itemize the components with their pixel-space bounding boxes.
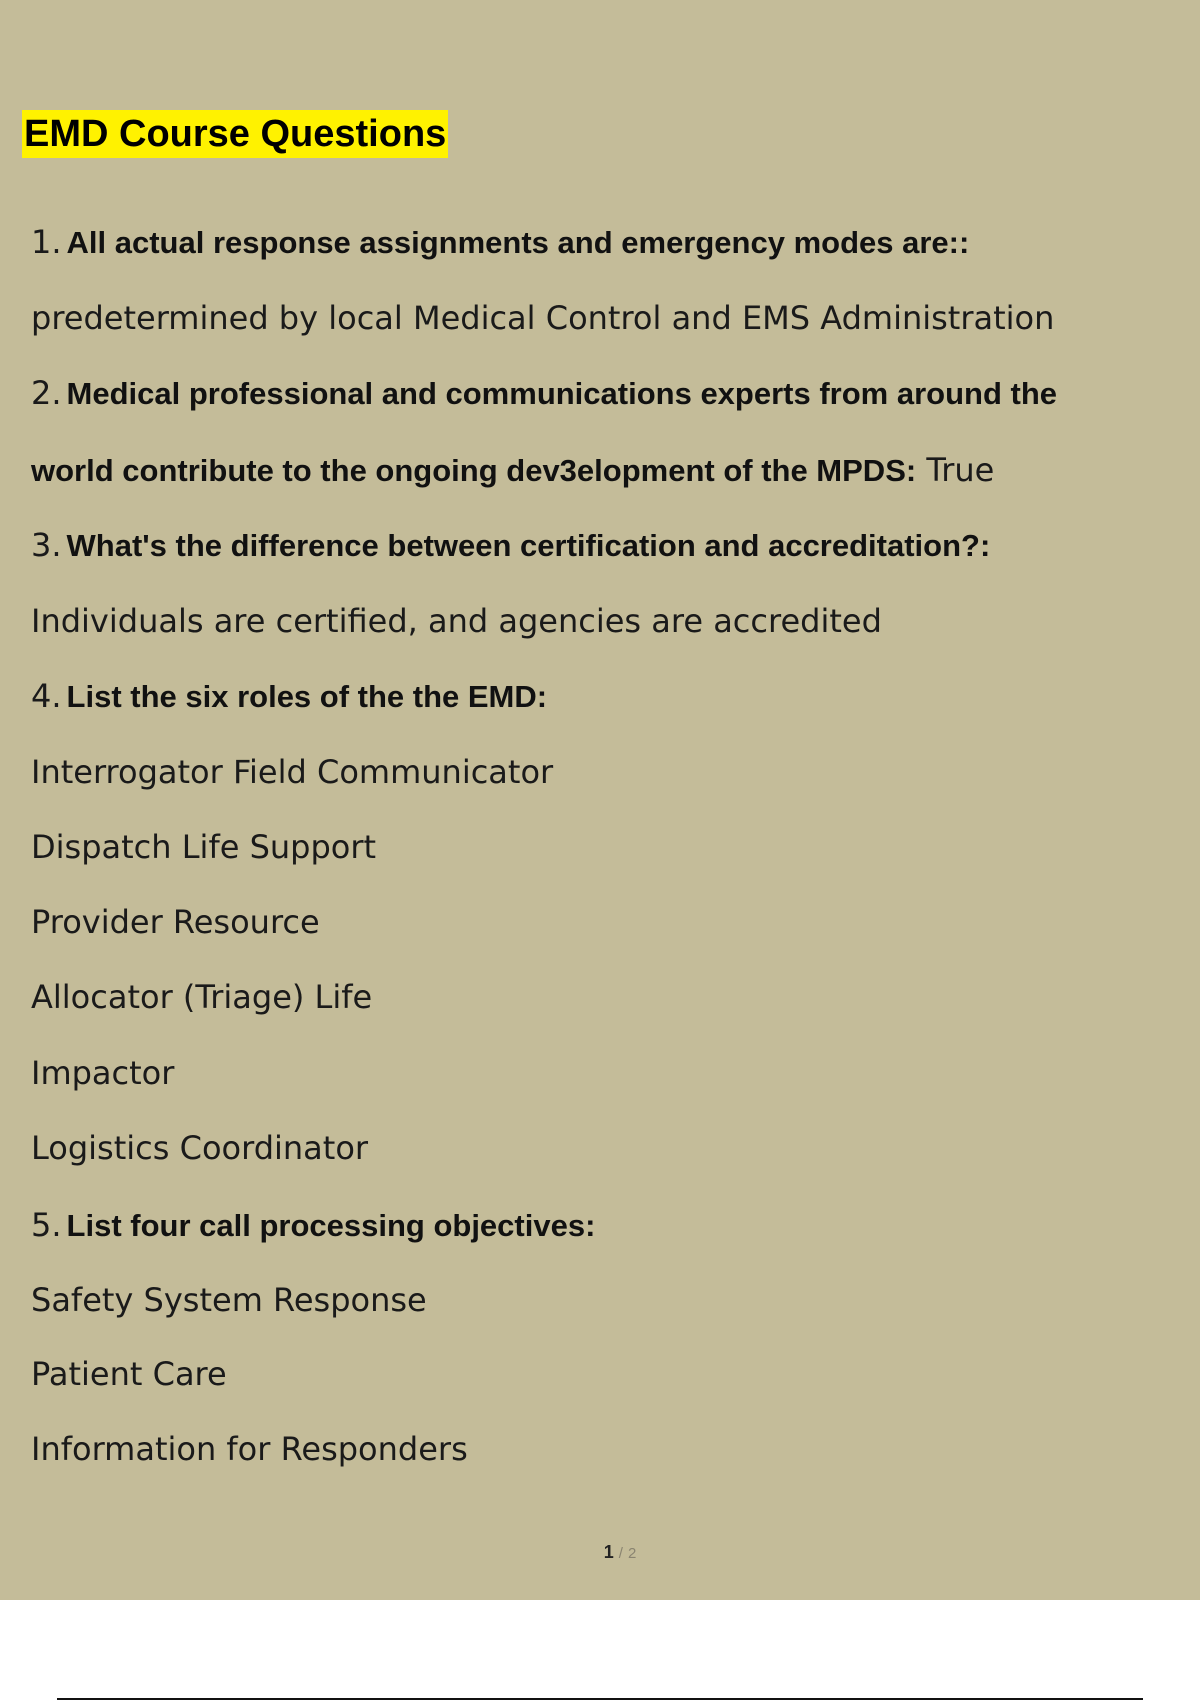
document-title: EMD Course Questions <box>22 110 448 158</box>
question-number: 1. <box>31 223 62 261</box>
question-4 <box>31 674 547 718</box>
question-number: 4. <box>31 677 62 715</box>
answer-line: predetermined by local Medical Control and EMS Administration <box>31 299 1055 337</box>
question-text: What's the difference between certification and accreditation?: <box>66 528 991 563</box>
question-number: 2. <box>31 374 62 412</box>
question-2-continued <box>31 448 994 492</box>
answer-line: Information for Responders <box>31 1430 468 1468</box>
question-text: List the six roles of the the EMD: <box>66 679 548 714</box>
question-2 <box>31 371 1057 415</box>
question-text: List four call processing objectives: <box>66 1208 596 1243</box>
answer-line: Impactor <box>31 1054 175 1092</box>
question-3 <box>31 523 990 567</box>
answer-line: Individuals are certified, and agencies are accredited <box>31 602 882 640</box>
question-1 <box>31 220 969 264</box>
answer-line: Interrogator Field Communicator <box>31 753 554 791</box>
question-5 <box>31 1203 595 1247</box>
answer-line: Safety System Response <box>31 1281 427 1319</box>
question-text: All actual response assignments and emergency modes are:: <box>66 225 970 260</box>
page-separator: / <box>618 1545 623 1562</box>
page-indicator <box>0 1542 1200 1563</box>
total-pages: 2 <box>627 1545 637 1562</box>
answer-line: Dispatch Life Support <box>31 828 377 866</box>
question-text: Medical professional and communications experts from around the <box>66 376 1058 411</box>
answer-line: Provider Resource <box>31 903 320 941</box>
answer-line: Logistics Coordinator <box>31 1129 369 1167</box>
question-text: world contribute to the ongoing dev3elopment of the MPDS: <box>31 453 917 488</box>
current-page: 1 <box>603 1542 614 1562</box>
inline-answer: True <box>926 451 995 489</box>
answer-line: Allocator (Triage) Life <box>31 978 373 1016</box>
question-number: 3. <box>31 526 62 564</box>
answer-line: Patient Care <box>31 1355 227 1393</box>
question-number: 5. <box>31 1206 62 1244</box>
